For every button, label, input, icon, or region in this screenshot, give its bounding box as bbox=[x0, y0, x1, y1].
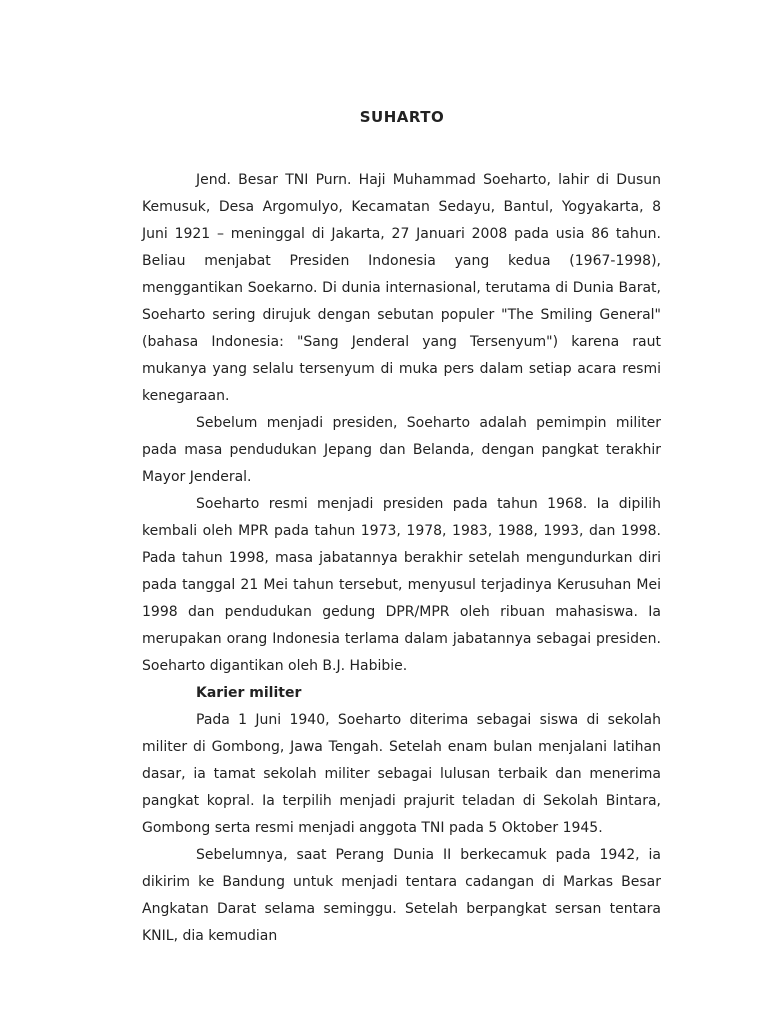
document-body bbox=[142, 167, 661, 950]
paragraph-military-2: Sebelumnya, saat Perang Dunia II berkecamuk pada 1942, ia dikirim ke Bandung untuk menjadi tentara cadangan di Markas Besar Angkatan Darat selama seminggu. Setelah berpangkat sersan tentara KNIL, dia kemudian bbox=[142, 847, 661, 944]
paragraph-presidency: Soeharto resmi menjadi presiden pada tahun 1968. Ia dipilih kembali oleh MPR pada tahun 1973, 1978, 1983, 1988, 1993, dan 1998. Pada tahun 1998, masa jabatannya berakhir setelah mengundurkan diri pada tanggal 21 Mei tahun tersebut, menyusul terjadinya Kerusuhan Mei 1998 dan pendudukan gedung DPR/MPR oleh ribuan mahasiswa. Ia merupakan orang Indonesia terlama dalam jabatannya sebagai presiden. Soeharto digantikan oleh B.J. Habibie. bbox=[142, 496, 661, 674]
document-title: SUHARTO bbox=[359, 108, 445, 126]
paragraph-before-presidency: Sebelum menjadi presiden, Soeharto adalah pemimpin militer pada masa pendudukan Jepang dan Belanda, dengan pangkat terakhir Mayor Jenderal. bbox=[142, 415, 661, 485]
section-heading: Karier militer bbox=[196, 685, 302, 701]
paragraph-military-1: Pada 1 Juni 1940, Soeharto diterima sebagai siswa di sekolah militer di Gombong, Jawa Tengah. Setelah enam bulan menjalani latihan dasar, ia tamat sekolah militer sebagai lulusan terbaik dan menerima pangkat kopral. Ia terpilih menjadi prajurit teladan di Sekolah Bintara, Gombong serta resmi menjadi anggota TNI pada 5 Oktober 1945. bbox=[142, 712, 661, 836]
paragraph-intro: Jend. Besar TNI Purn. Haji Muhammad Soeharto, lahir di Dusun Kemusuk, Desa Argomulyo, Kecamatan Sedayu, Bantul, Yogyakarta, 8 Juni 1921 – meninggal di Jakarta, 27 Januari 2008 pada usia 86 tahun. Beliau menjabat Presiden Indonesia yang kedua (1967-1998), menggantikan Soekarno. Di dunia internasional, terutama di Dunia Barat, Soeharto sering dirujuk dengan sebutan populer "The Smiling General" (bahasa Indonesia: "Sang Jenderal yang Tersenyum") karena raut mukanya yang selalu tersenyum di muka pers dalam setiap acara resmi kenegaraan. bbox=[142, 172, 661, 404]
